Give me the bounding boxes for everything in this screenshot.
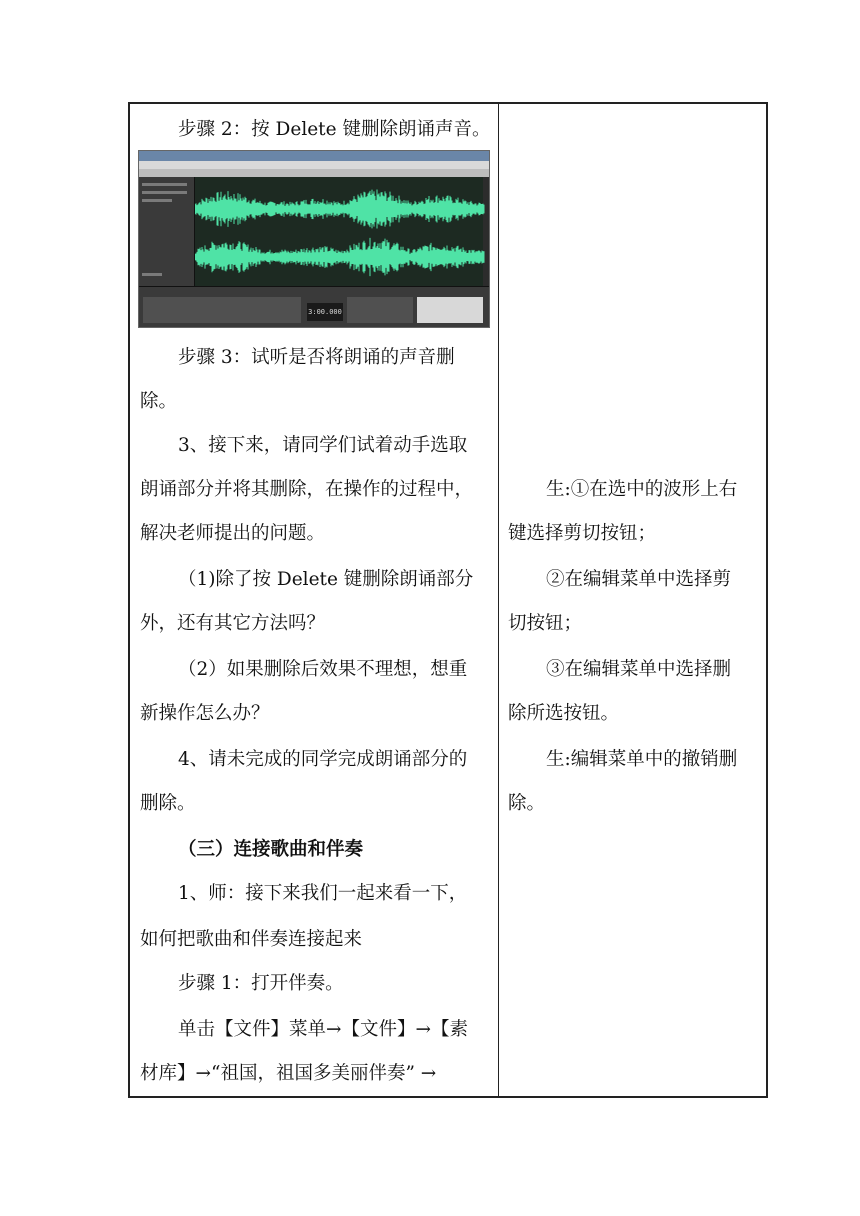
text-line: 步骤 3：试听是否将朗诵的声音删	[178, 347, 455, 368]
text-line: 除。	[140, 391, 178, 412]
text-line: 除。	[508, 793, 546, 814]
section-heading: （三）连接歌曲和伴奏	[178, 839, 364, 860]
text-line: 步骤 2：按 Delete 键删除朗诵声音。	[178, 119, 491, 140]
text-line: 生:①在选中的波形上右	[546, 479, 738, 500]
column-divider	[498, 104, 499, 1096]
text-line: ②在编辑菜单中选择剪	[546, 569, 732, 590]
text-line: 删除。	[140, 793, 196, 814]
text-line: 如何把歌曲和伴奏连接起来	[140, 929, 363, 950]
text-line: （2）如果删除后效果不理想，想重	[178, 659, 468, 680]
waveform-channel-2	[195, 238, 484, 276]
transport-controls	[143, 297, 301, 323]
text-line: ③在编辑菜单中选择删	[546, 659, 732, 680]
text-line: 1、师：接下来我们一起来看一下，	[178, 883, 468, 904]
text-line: 新操作怎么办？	[140, 703, 270, 724]
files-panel	[139, 177, 195, 299]
text-line: （1)除了按 Delete 键删除朗诵部分	[178, 569, 474, 590]
window-title-bar	[139, 151, 489, 161]
text-line: 3、接下来，请同学们试着动手选取	[178, 435, 468, 456]
text-line: 步骤 1：打开伴奏。	[178, 973, 344, 994]
text-line: 解决老师提出的问题。	[140, 523, 326, 544]
audio-editor-screenshot	[138, 150, 490, 328]
text-line: 朗诵部分并将其删除，在操作的过程中，	[140, 479, 474, 500]
text-line: 生:编辑菜单中的撤销删	[546, 749, 738, 770]
waveform-channel-1	[195, 190, 484, 229]
selection-view-panel	[417, 297, 483, 323]
waveform-display	[195, 177, 483, 287]
text-line: 切按钮；	[508, 613, 583, 634]
text-line: 材库】→“祖国，祖国多美丽伴奏” →	[140, 1063, 437, 1084]
text-line: 外，还有其它方法吗？	[140, 613, 326, 634]
time-display: 3:00.000	[307, 303, 343, 321]
text-line: 键选择剪切按钮；	[508, 523, 657, 544]
text-line: 单击【文件】菜单→【文件】→【素	[178, 1019, 469, 1040]
zoom-controls	[347, 297, 413, 323]
toolbar	[139, 169, 489, 177]
text-line: 除所选按钮。	[508, 703, 620, 724]
menu-bar	[139, 161, 489, 169]
transport-panel	[139, 286, 489, 327]
waveform-graphic	[195, 177, 485, 289]
text-line: 4、请未完成的同学完成朗诵部分的	[178, 749, 468, 770]
